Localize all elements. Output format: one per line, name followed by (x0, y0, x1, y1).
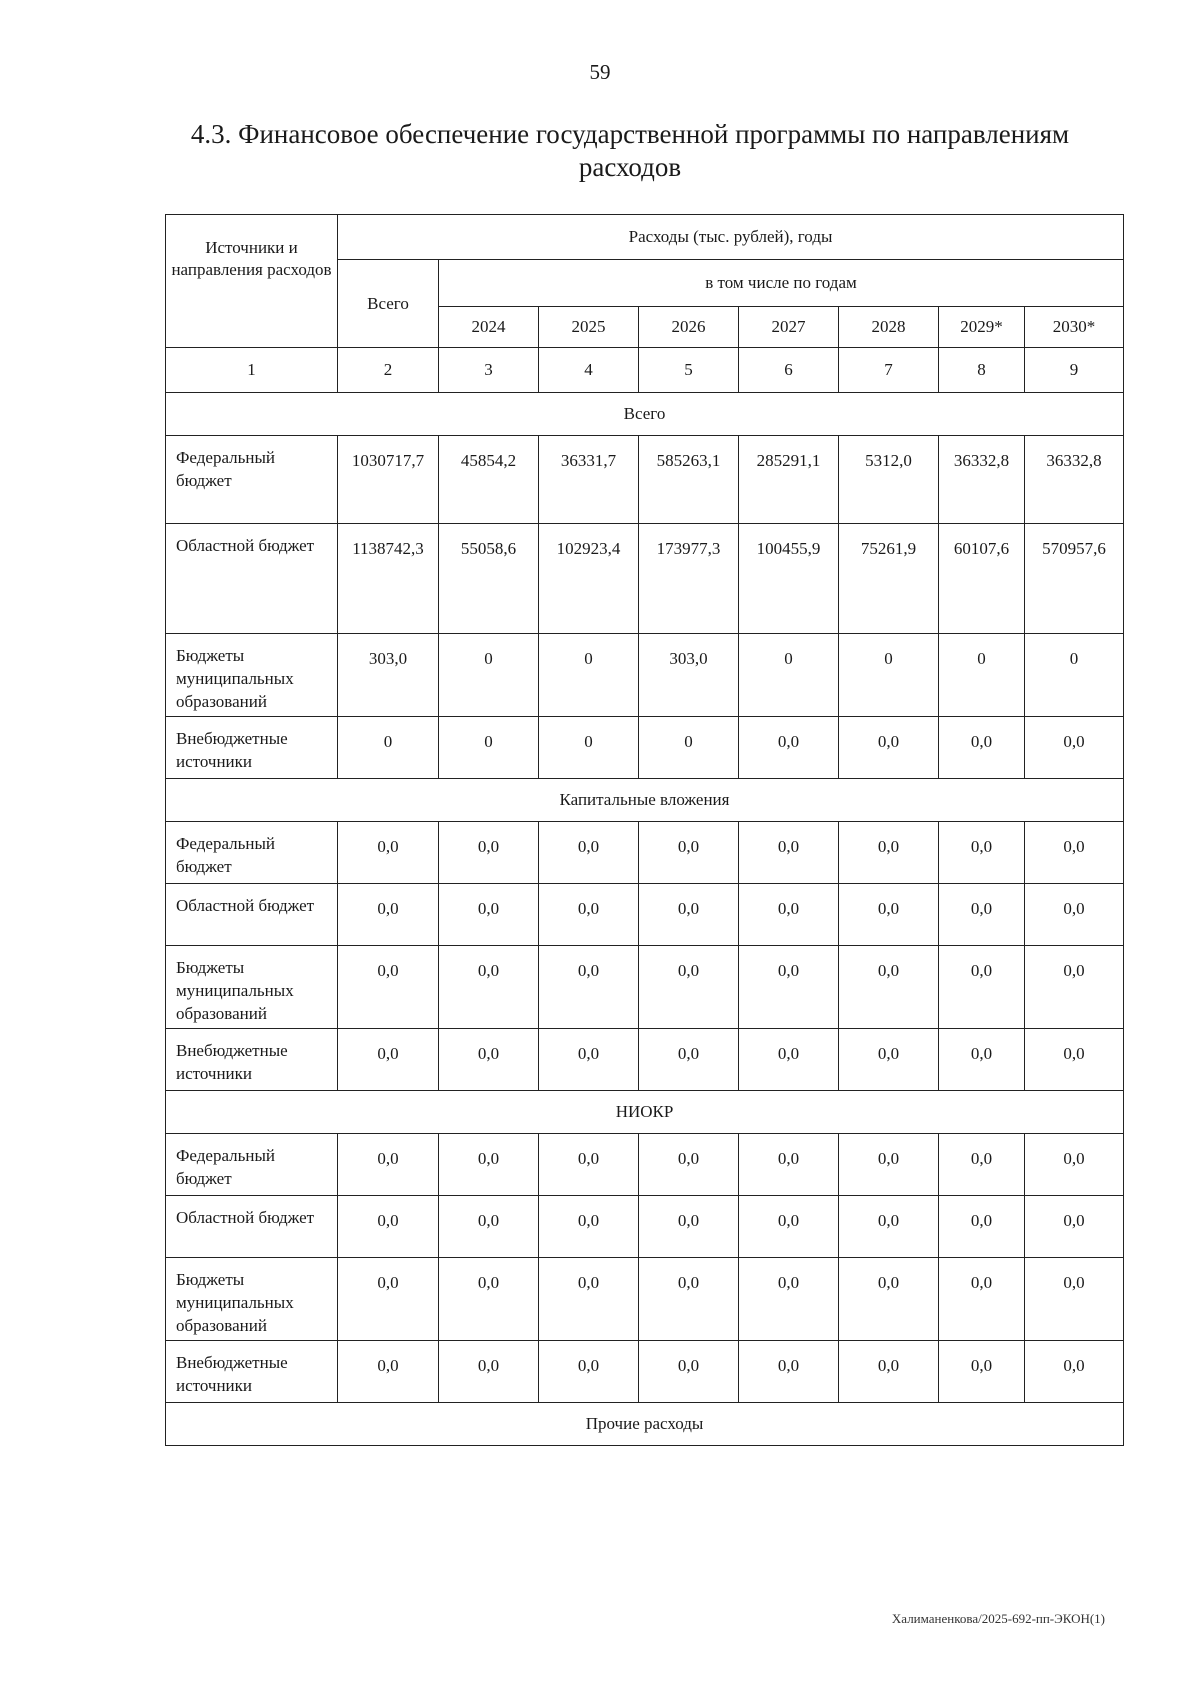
header-expenses: Расходы (тыс. рублей), годы (338, 215, 1124, 260)
financing-table (165, 214, 1124, 1446)
table-header (166, 215, 1124, 348)
document-title: 4.3. Финансовое обеспечение государственной программы по направлениям расходов (190, 119, 1070, 182)
value-cell: 0,0 (338, 822, 439, 884)
table-body (166, 348, 1124, 1446)
column-numbers-row (166, 348, 1124, 393)
table-row (166, 524, 1124, 634)
table-row (166, 822, 1124, 884)
value-cell: 0 (739, 634, 839, 717)
value-cell: 0,0 (939, 717, 1025, 779)
column-number: 6 (739, 348, 839, 393)
value-cell: 0,0 (539, 946, 639, 1029)
header-year: 2025 (539, 307, 639, 348)
source-label: Федеральный бюджет (166, 822, 338, 884)
value-cell: 0,0 (338, 1196, 439, 1258)
value-cell: 0,0 (439, 946, 539, 1029)
table-row (166, 946, 1124, 1029)
value-cell: 0,0 (639, 884, 739, 946)
value-cell: 0,0 (1025, 1029, 1124, 1091)
value-cell: 0 (639, 717, 739, 779)
value-cell: 0,0 (839, 1341, 939, 1403)
value-cell: 0,0 (639, 1341, 739, 1403)
value-cell: 1138742,3 (338, 524, 439, 634)
value-cell: 0 (839, 634, 939, 717)
table-row (166, 884, 1124, 946)
value-cell: 75261,9 (839, 524, 939, 634)
value-cell: 0,0 (939, 1134, 1025, 1196)
column-number: 2 (338, 348, 439, 393)
column-number: 4 (539, 348, 639, 393)
value-cell: 0,0 (839, 717, 939, 779)
value-cell: 0,0 (439, 1029, 539, 1091)
table-row (166, 1258, 1124, 1341)
value-cell: 0,0 (739, 1134, 839, 1196)
value-cell: 0,0 (439, 822, 539, 884)
table-row (166, 1196, 1124, 1258)
value-cell: 0,0 (439, 1258, 539, 1341)
value-cell: 0,0 (539, 822, 639, 884)
header-year: 2028 (839, 307, 939, 348)
table-row (166, 1134, 1124, 1196)
section-title: Прочие расходы (166, 1403, 1124, 1446)
value-cell: 1030717,7 (338, 436, 439, 524)
column-number: 8 (939, 348, 1025, 393)
value-cell: 303,0 (639, 634, 739, 717)
value-cell: 0,0 (439, 1134, 539, 1196)
column-number: 5 (639, 348, 739, 393)
page-number: 59 (589, 60, 611, 84)
value-cell: 0 (338, 717, 439, 779)
value-cell: 0,0 (939, 1258, 1025, 1341)
column-number: 3 (439, 348, 539, 393)
value-cell: 0,0 (338, 1029, 439, 1091)
column-number: 7 (839, 348, 939, 393)
value-cell: 0,0 (1025, 717, 1124, 779)
column-number: 1 (166, 348, 338, 393)
value-cell: 0,0 (839, 1134, 939, 1196)
value-cell: 0,0 (539, 1196, 639, 1258)
value-cell: 0,0 (1025, 1258, 1124, 1341)
header-year: 2026 (639, 307, 739, 348)
value-cell: 303,0 (338, 634, 439, 717)
value-cell: 0,0 (739, 717, 839, 779)
value-cell: 0,0 (439, 884, 539, 946)
header-year: 2024 (439, 307, 539, 348)
value-cell: 0,0 (939, 1196, 1025, 1258)
value-cell: 285291,1 (739, 436, 839, 524)
value-cell: 0,0 (939, 1029, 1025, 1091)
value-cell: 0 (539, 634, 639, 717)
value-cell: 0,0 (839, 1196, 939, 1258)
value-cell: 0,0 (338, 1258, 439, 1341)
value-cell: 0,0 (739, 884, 839, 946)
value-cell: 570957,6 (1025, 524, 1124, 634)
value-cell: 5312,0 (839, 436, 939, 524)
source-label: Областной бюджет (166, 1196, 338, 1258)
table-row (166, 1341, 1124, 1403)
value-cell: 36331,7 (539, 436, 639, 524)
table-row (166, 717, 1124, 779)
header-sources: Источники и направления расходов (166, 215, 338, 348)
value-cell: 0,0 (839, 946, 939, 1029)
value-cell: 102923,4 (539, 524, 639, 634)
value-cell: 0 (939, 634, 1025, 717)
value-cell: 0,0 (939, 946, 1025, 1029)
table-row (166, 1029, 1124, 1091)
source-label: Областной бюджет (166, 524, 338, 634)
column-number: 9 (1025, 348, 1124, 393)
value-cell: 0,0 (639, 1134, 739, 1196)
value-cell: 0,0 (338, 946, 439, 1029)
source-label: Областной бюджет (166, 884, 338, 946)
table-row (166, 436, 1124, 524)
value-cell: 0,0 (639, 822, 739, 884)
section-title: Всего (166, 393, 1124, 436)
source-label: Федеральный бюджет (166, 436, 338, 524)
value-cell: 0 (439, 717, 539, 779)
value-cell: 0,0 (839, 822, 939, 884)
value-cell: 0,0 (739, 1196, 839, 1258)
value-cell: 173977,3 (639, 524, 739, 634)
table-row (166, 634, 1124, 717)
value-cell: 0,0 (539, 1341, 639, 1403)
value-cell: 36332,8 (939, 436, 1025, 524)
value-cell: 0,0 (1025, 1341, 1124, 1403)
value-cell: 0,0 (1025, 1134, 1124, 1196)
section-header-row (166, 1091, 1124, 1134)
value-cell: 0,0 (839, 1258, 939, 1341)
section-title: Капитальные вложения (166, 779, 1124, 822)
value-cell: 0,0 (639, 1258, 739, 1341)
section-title: НИОКР (166, 1091, 1124, 1134)
value-cell: 0,0 (439, 1341, 539, 1403)
value-cell: 60107,6 (939, 524, 1025, 634)
source-label: Внебюджетные источники (166, 1029, 338, 1091)
value-cell: 585263,1 (639, 436, 739, 524)
value-cell: 0,0 (539, 884, 639, 946)
value-cell: 0,0 (739, 946, 839, 1029)
value-cell: 100455,9 (739, 524, 839, 634)
value-cell: 0,0 (839, 1029, 939, 1091)
value-cell: 0,0 (338, 1341, 439, 1403)
value-cell: 0,0 (939, 1341, 1025, 1403)
value-cell: 0,0 (639, 946, 739, 1029)
value-cell: 0,0 (939, 822, 1025, 884)
source-label: Бюджеты муниципальных образований (166, 946, 338, 1029)
value-cell: 0,0 (338, 1134, 439, 1196)
source-label: Бюджеты муниципальных образований (166, 1258, 338, 1341)
value-cell: 0,0 (539, 1029, 639, 1091)
header-year: 2030* (1025, 307, 1124, 348)
value-cell: 0,0 (338, 884, 439, 946)
value-cell: 0,0 (739, 822, 839, 884)
value-cell: 0,0 (739, 1029, 839, 1091)
value-cell: 0 (539, 717, 639, 779)
value-cell: 0,0 (939, 884, 1025, 946)
value-cell: 0,0 (739, 1341, 839, 1403)
section-header-row (166, 779, 1124, 822)
value-cell: 0,0 (1025, 884, 1124, 946)
section-header-row (166, 1403, 1124, 1446)
source-label: Бюджеты муниципальных образований (166, 634, 338, 717)
header-by-years: в том числе по годам (439, 260, 1124, 307)
source-label: Федеральный бюджет (166, 1134, 338, 1196)
value-cell: 45854,2 (439, 436, 539, 524)
section-header-row (166, 393, 1124, 436)
value-cell: 0,0 (639, 1029, 739, 1091)
value-cell: 0,0 (839, 884, 939, 946)
value-cell: 55058,6 (439, 524, 539, 634)
source-label: Внебюджетные источники (166, 1341, 338, 1403)
value-cell: 0,0 (539, 1258, 639, 1341)
value-cell: 36332,8 (1025, 436, 1124, 524)
value-cell: 0,0 (1025, 946, 1124, 1029)
value-cell: 0,0 (539, 1134, 639, 1196)
header-year: 2027 (739, 307, 839, 348)
value-cell: 0,0 (1025, 1196, 1124, 1258)
value-cell: 0,0 (1025, 822, 1124, 884)
value-cell: 0,0 (439, 1196, 539, 1258)
footer-code: Халиманенкова/2025-692-пп-ЭКОН(1) (891, 1611, 1105, 1626)
value-cell: 0 (1025, 634, 1124, 717)
value-cell: 0,0 (739, 1258, 839, 1341)
header-total: Всего (338, 260, 439, 348)
value-cell: 0 (439, 634, 539, 717)
source-label: Внебюджетные источники (166, 717, 338, 779)
header-year: 2029* (939, 307, 1025, 348)
value-cell: 0,0 (639, 1196, 739, 1258)
